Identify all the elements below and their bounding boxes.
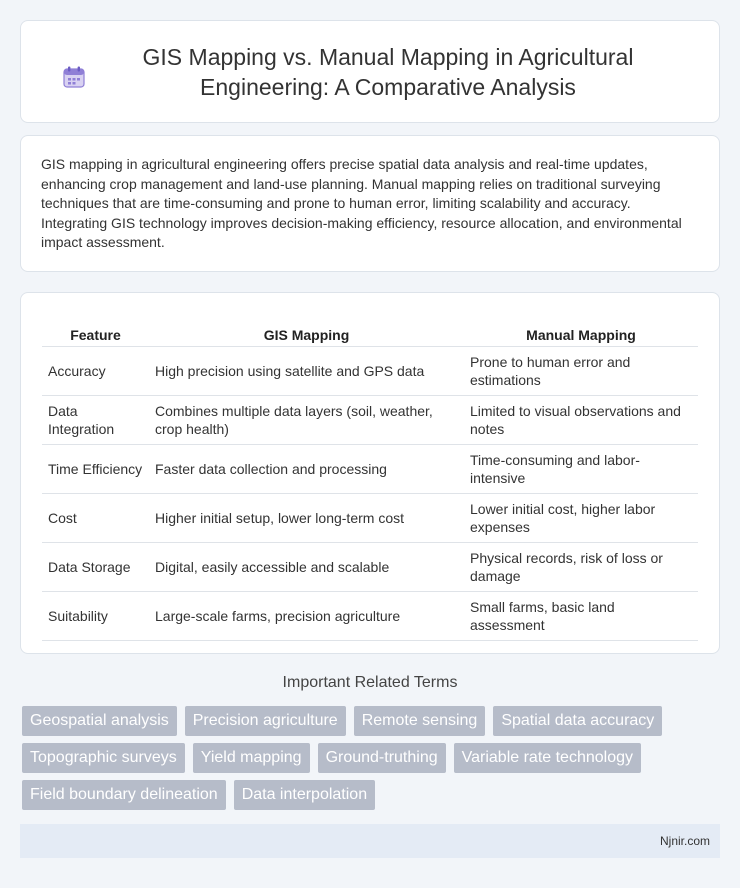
related-term-tag[interactable]: Field boundary delineation xyxy=(22,780,226,810)
cell-gis: Combines multiple data layers (soil, weather, crop health) xyxy=(149,395,464,444)
comparison-table xyxy=(42,313,698,641)
related-term-tag[interactable]: Data interpolation xyxy=(234,780,375,810)
footer-source xyxy=(20,824,720,858)
header-feature: Feature xyxy=(42,313,149,346)
table-row xyxy=(42,591,698,640)
cell-gis: Large-scale farms, precision agriculture xyxy=(149,591,464,640)
cell-feature: Time Efficiency xyxy=(42,444,149,493)
related-term-tag[interactable]: Precision agriculture xyxy=(185,706,346,736)
table-row xyxy=(42,542,698,591)
cell-manual: Lower initial cost, higher labor expenses xyxy=(464,493,698,542)
related-term-tag[interactable]: Remote sensing xyxy=(354,706,486,736)
footer-source-text[interactable]: Njnir.com xyxy=(659,834,710,848)
cell-feature: Data Integration xyxy=(42,395,149,444)
cell-gis: High precision using satellite and GPS data xyxy=(149,346,464,395)
related-terms-list xyxy=(22,706,722,810)
cell-manual: Limited to visual observations and notes xyxy=(464,395,698,444)
header-manual-mapping: Manual Mapping xyxy=(464,313,698,346)
table-row xyxy=(42,493,698,542)
cell-gis: Digital, easily accessible and scalable xyxy=(149,542,464,591)
table-row xyxy=(42,395,698,444)
cell-manual: Physical records, risk of loss or damage xyxy=(464,542,698,591)
intro-card xyxy=(20,135,720,272)
cell-feature: Cost xyxy=(42,493,149,542)
page-title: GIS Mapping vs. Manual Mapping in Agricultural Engineering: A Comparative Analysis xyxy=(142,43,634,100)
related-terms-title: Important Related Terms xyxy=(282,674,458,691)
cell-manual: Time-consuming and labor-intensive xyxy=(464,444,698,493)
calendar-icon xyxy=(61,64,87,90)
table-row xyxy=(42,346,698,395)
header-gis-mapping: GIS Mapping xyxy=(149,313,464,346)
cell-feature: Suitability xyxy=(42,591,149,640)
cell-feature: Accuracy xyxy=(42,346,149,395)
related-term-tag[interactable]: Ground-truthing xyxy=(318,743,446,773)
related-term-tag[interactable]: Yield mapping xyxy=(193,743,310,773)
title-card xyxy=(20,20,720,123)
related-term-tag[interactable]: Topographic surveys xyxy=(22,743,185,773)
table-row xyxy=(42,444,698,493)
cell-manual: Small farms, basic land assessment xyxy=(464,591,698,640)
table-header-row xyxy=(42,313,698,346)
cell-gis: Higher initial setup, lower long-term cost xyxy=(149,493,464,542)
intro-text: GIS mapping in agricultural engineering offers precise spatial data analysis and real-time updates, enhancing crop management and land-use planning. Manual mapping relies on traditional surveying techniques that are time-consuming and prone to human error, limiting scalability and accuracy. Integrating GIS technology improves decision-making efficiency, resource allocation, and environmental impact assessment. xyxy=(41,156,682,251)
cell-feature: Data Storage xyxy=(42,542,149,591)
related-term-tag[interactable]: Geospatial analysis xyxy=(22,706,177,736)
cell-manual: Prone to human error and estimations xyxy=(464,346,698,395)
comparison-table-card xyxy=(20,292,720,654)
related-term-tag[interactable]: Variable rate technology xyxy=(454,743,641,773)
related-term-tag[interactable]: Spatial data accuracy xyxy=(493,706,662,736)
cell-gis: Faster data collection and processing xyxy=(149,444,464,493)
